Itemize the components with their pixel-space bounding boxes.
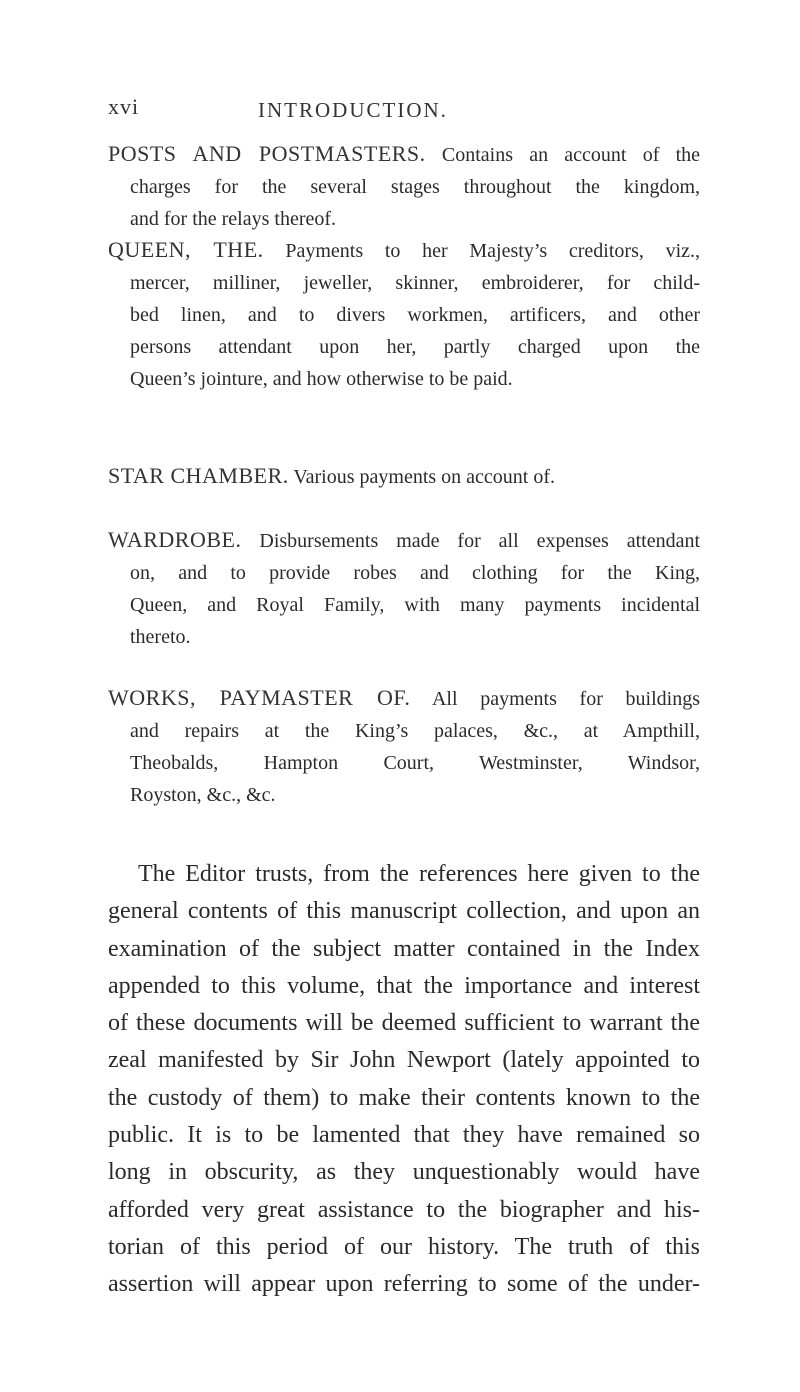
entry-text: Payments to her Majesty’s creditors, viz., [285,240,700,262]
entry-line: Queen, and Royal Family, with many payments incidental [130,594,700,616]
paragraph-line: examination of the subject matter contained in the Index [108,935,700,962]
entry-line: thereto. [130,626,191,648]
entry-first-line [108,682,700,715]
entry-text: Contains an account of the [441,144,701,166]
index-entry [108,524,700,653]
entry-heading: QUEEN, THE. [108,237,264,262]
entry-text: Disbursements made for all expenses attendant [259,530,701,552]
entry-heading: POSTS AND POSTMASTERS. [108,141,426,166]
entry-line: and for the relays thereof. [130,208,337,230]
index-entry [108,460,700,493]
entry-heading: STAR CHAMBER. [108,463,289,488]
paragraph-line: public. It is to be lamented that they have remained so [108,1122,700,1149]
paragraph-line: torian of this period of our history. The truth of this [108,1233,700,1260]
paragraph-line: long in obscurity, as they unquestionably would have [108,1159,700,1186]
entry-first-line [108,234,700,267]
paragraph-line: The Editor trusts, from the references here given to the [138,861,700,887]
body-paragraph [108,856,700,1304]
index-entry [108,138,700,235]
paragraph-line: assertion will appear upon referring to some of the under- [108,1271,700,1298]
paragraph-line: afforded very great assistance to the biographer and his- [108,1196,700,1223]
index-entry [108,234,700,395]
entry-first-line [108,138,700,171]
entry-line: charges for the several stages throughout the kingdom, [130,176,700,198]
entry-line: Theobalds, Hampton Court, Westminster, Windsor, [130,752,700,774]
entry-text: All payments for buildings [431,688,700,710]
entry-line: Queen’s jointure, and how otherwise to be paid. [130,368,513,390]
entry-line: on, and to provide robes and clothing for the King, [130,562,700,584]
entry-first-line [108,460,700,493]
entry-heading: WORKS, PAYMASTER OF. [108,685,411,710]
entry-line: Royston, &c., &c. [130,784,276,806]
entry-line: and repairs at the King’s palaces, &c., at Ampthill, [130,720,700,742]
paragraph-line: the custody of them) to make their contents known to the [108,1084,700,1111]
entry-heading: WARDROBE. [108,527,242,552]
page-number: xvi [108,94,140,119]
paragraph-line: appended to this volume, that the importance and interest [108,972,700,999]
entry-line: mercer, milliner, jeweller, skinner, embroiderer, for child- [130,272,700,294]
running-title: INTRODUCTION. [258,98,448,122]
entry-text: Various payments on account of. [293,466,556,488]
paragraph-line: zeal manifested by Sir John Newport (lately appointed to [108,1047,700,1074]
entry-line: bed linen, and to divers workmen, artificers, and other [130,304,700,326]
entry-line: persons attendant upon her, partly charged upon the [130,336,700,358]
index-entry [108,682,700,811]
paragraph-line: general contents of this manuscript collection, and upon an [108,898,700,925]
paragraph-line: of these documents will be deemed sufficient to warrant the [108,1010,700,1037]
entry-first-line [108,524,700,557]
